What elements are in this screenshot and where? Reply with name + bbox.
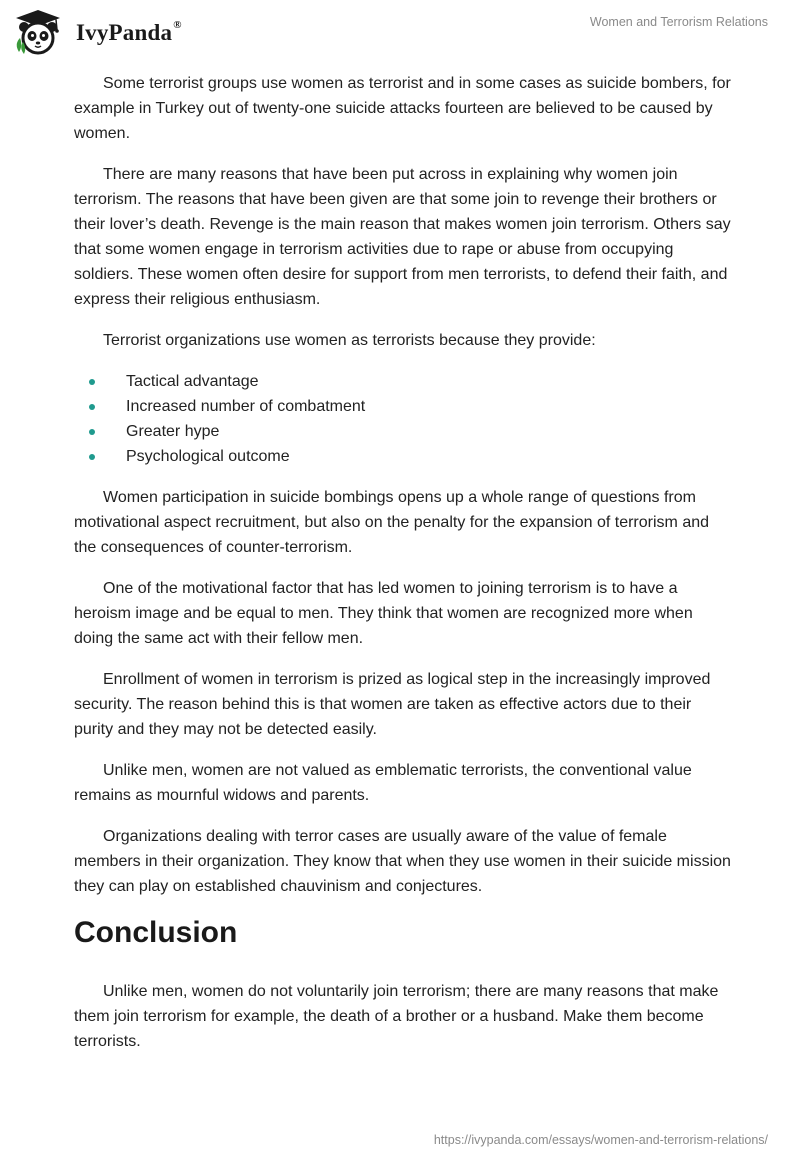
list-item: Greater hype [74,419,734,444]
bullet-icon [89,404,95,410]
paragraph: There are many reasons that have been put across in explaining why women join terrorism. The reasons that have been given are that some join to revenge their brothers or their lover’s death. Revenge is the main reason that makes women join terrorism. Others say that some women engage in terrorism activities due to rape or abuse from occupying soldiers. These women often desire for support from men terrorists, to defend their faith, and express their religious enthusiasm. [74,166,731,308]
paragraph: Organizations dealing with terror cases are usually aware of the value of female members in their organization. They know that when they use women in their suicide mission they can play on established chauvinism and conjectures. [74,828,731,895]
bullet-icon [89,379,95,385]
advantages-list [74,369,734,469]
source-url[interactable]: https://ivypanda.com/essays/women-and-terrorism-relations/ [433,1133,768,1147]
brand-logo[interactable] [14,8,182,56]
bullet-icon [89,454,95,460]
conclusion-heading: Conclusion [74,916,238,949]
page-header [0,0,800,70]
document-title: Women and Terrorism Relations [589,15,768,29]
brand-name: IvyPanda® [76,18,182,45]
paragraph: One of the motivational factor that has led women to joining terrorism is to have a heroism image and be equal to men. They think that women are recognized more when doing the same act with their fellow men. [74,580,693,647]
paragraph: Terrorist organizations use women as terrorists because they provide: [103,332,596,349]
essay-body [74,71,734,1070]
list-item: Psychological outcome [74,444,734,469]
paragraph: Unlike men, women do not voluntarily join terrorism; there are many reasons that make them join terrorism for example, the death of a brother or a husband. Make them become terrorists. [74,983,719,1050]
paragraph: Women participation in suicide bombings opens up a whole range of questions from motivational aspect recruitment, but also on the penalty for the expansion of terrorism and the consequences of counter-terrorism. [74,489,710,556]
list-item: Increased number of combatment [74,394,734,419]
registered-mark: ® [173,18,182,31]
list-item: Tactical advantage [74,369,734,394]
bullet-icon [89,429,95,435]
paragraph: Unlike men, women are not valued as emblematic terrorists, the conventional value remains as mournful widows and parents. [74,762,692,804]
paragraph: Some terrorist groups use women as terrorist and in some cases as suicide bombers, for example in Turkey out of twenty-one suicide attacks fourteen are believed to be caused by women. [74,75,731,142]
paragraph: Enrollment of women in terrorism is prized as logical step in the increasingly improved security. The reason behind this is that women are taken as effective actors due to their purity and they may not be detected easily. [74,671,711,738]
panda-graduate-icon [14,8,70,56]
